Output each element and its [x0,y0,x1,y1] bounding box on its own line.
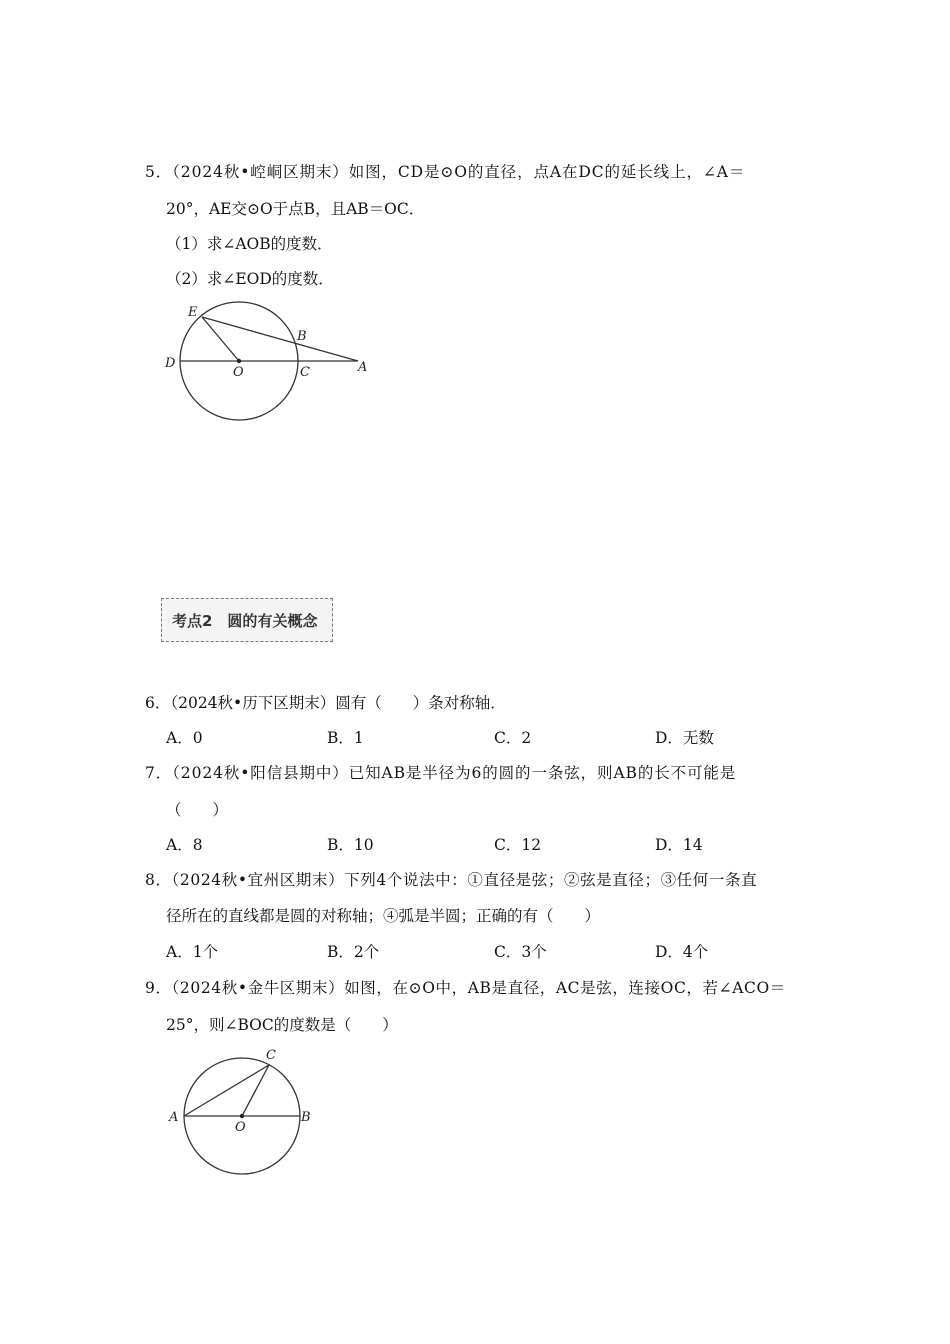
q5-label-A: A [358,360,368,375]
q9-figure [165,1045,325,1185]
section-title: 考点2 圆的有关概念 [172,611,318,630]
q9-label-A: A [169,1110,179,1125]
q9-label-C: C [266,1048,276,1063]
q5-sub-question-2: （2）求∠EOD的度数． [166,270,334,288]
section-header [161,598,333,642]
q5-line-EA [202,317,358,361]
q8-stem-line2: 径所在的直线都是圆的对称轴；④弧是半圆；正确的有（ ） [166,907,601,925]
q5-label-D: D [165,356,176,371]
q8-option-a: A．1个 [166,943,219,961]
q9-center-dot [240,1114,244,1118]
q6-option-b: B．1 [327,729,364,747]
q5-stem-line1: 5．（2024秋•崆峒区期末）如图，CD是⊙O的直径，点A在DC的延长线上，∠A＝ [145,163,746,181]
q6-option-c: C．2 [494,729,532,747]
q8-option-b: B．2个 [327,943,380,961]
q5-label-B: B [297,329,307,344]
q8-option-c: C．3个 [494,943,547,961]
q7-stem-line1: 7．（2024秋•阳信县期中）已知AB是半径为6的圆的一条弦，则AB的长不可能是 [145,764,737,782]
q9-label-O: O [235,1120,246,1135]
q6-option-a: A．0 [166,729,203,747]
q5-label-E: E [188,305,198,320]
q5-stem-line2: 20°，AE交⊙O于点B，且AB＝OC． [166,200,425,218]
q9-stem-line1: 9．（2024秋•金牛区期末）如图，在⊙O中，AB是直径，AC是弦，连接OC，若∠ACO＝ [145,979,786,997]
q5-center-dot [237,359,241,363]
q9-line-AC [184,1065,269,1116]
q5-figure [160,298,380,428]
q5-line-EO [202,317,239,361]
q7-option-b: B．10 [327,836,374,854]
q7-stem-line2: （ ） [166,801,229,819]
q8-option-d: D．4个 [655,943,709,961]
q6-option-d: D．无数 [655,729,714,747]
q8-stem-line1: 8．（2024秋•宜州区期末）下列4个说法中：①直径是弦；②弦是直径；③任何一条直 [145,871,758,889]
q7-option-d: D．14 [655,836,703,854]
q9-label-B: B [301,1110,311,1125]
q7-option-c: C．12 [494,836,542,854]
q5-label-C: C [300,365,310,380]
q6-stem: 6．（2024秋•历下区期末）圆有（ ）条对称轴． [145,694,506,712]
q9-stem-line2: 25°，则∠BOC的度数是（ ） [166,1016,398,1034]
q7-option-a: A．8 [166,836,203,854]
q5-sub-question-1: （1）求∠AOB的度数． [166,235,333,253]
q5-label-O: O [233,365,244,380]
